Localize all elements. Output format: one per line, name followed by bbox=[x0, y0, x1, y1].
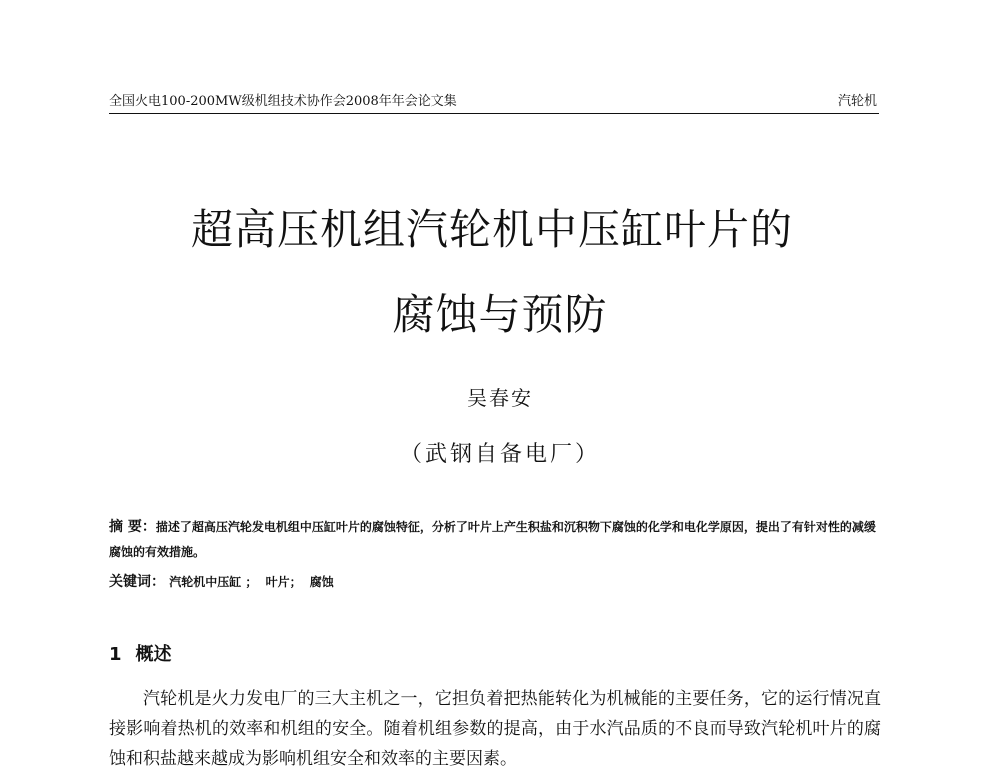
body-paragraph: 汽轮机是火力发电厂的三大主机之一，它担负着把热能转化为机械能的主要任务，它的运行情况直接影响着热机的效率和机组的安全。随着机组参数的提高，由于水汽品质的不良而导致汽轮机叶片的腐蚀和积盐越来越成为影响机组安全和效率的主要因素。 bbox=[109, 689, 881, 769]
keyword-item: 汽轮机中压缸 ； bbox=[169, 575, 258, 589]
keywords-label: 关键词： bbox=[109, 574, 165, 590]
section-tag: 汽轮机 bbox=[837, 94, 877, 109]
paper-title-line-1: 超高压机组汽轮机中压缸叶片的 bbox=[190, 205, 793, 254]
paper-title-line-2: 腐蚀与预防 bbox=[392, 290, 608, 339]
abstract-label: 摘 要： bbox=[109, 519, 156, 535]
conference-name: 全国火电100-200MW级机组技术协作会2008年年会论文集 bbox=[109, 94, 457, 109]
running-header bbox=[109, 93, 879, 114]
section-heading bbox=[109, 642, 172, 668]
author-affiliation: （武钢自备电厂） bbox=[399, 442, 600, 467]
keyword-item: 腐蚀 bbox=[309, 575, 334, 589]
abstract bbox=[109, 515, 881, 565]
section-title: 概述 bbox=[135, 644, 172, 665]
keyword-item: 叶片； bbox=[265, 575, 302, 589]
author-name: 吴春安 bbox=[467, 386, 533, 410]
abstract-text: 描述了超高压汽轮发电机组中压缸叶片的腐蚀特征，分析了叶片上产生积盐和沉积物下腐蚀的化学和电化学原因，提出了有针对性的减缓腐蚀的有效措施。 bbox=[109, 520, 876, 559]
keywords bbox=[109, 570, 881, 595]
section-number: 1 bbox=[109, 644, 122, 665]
